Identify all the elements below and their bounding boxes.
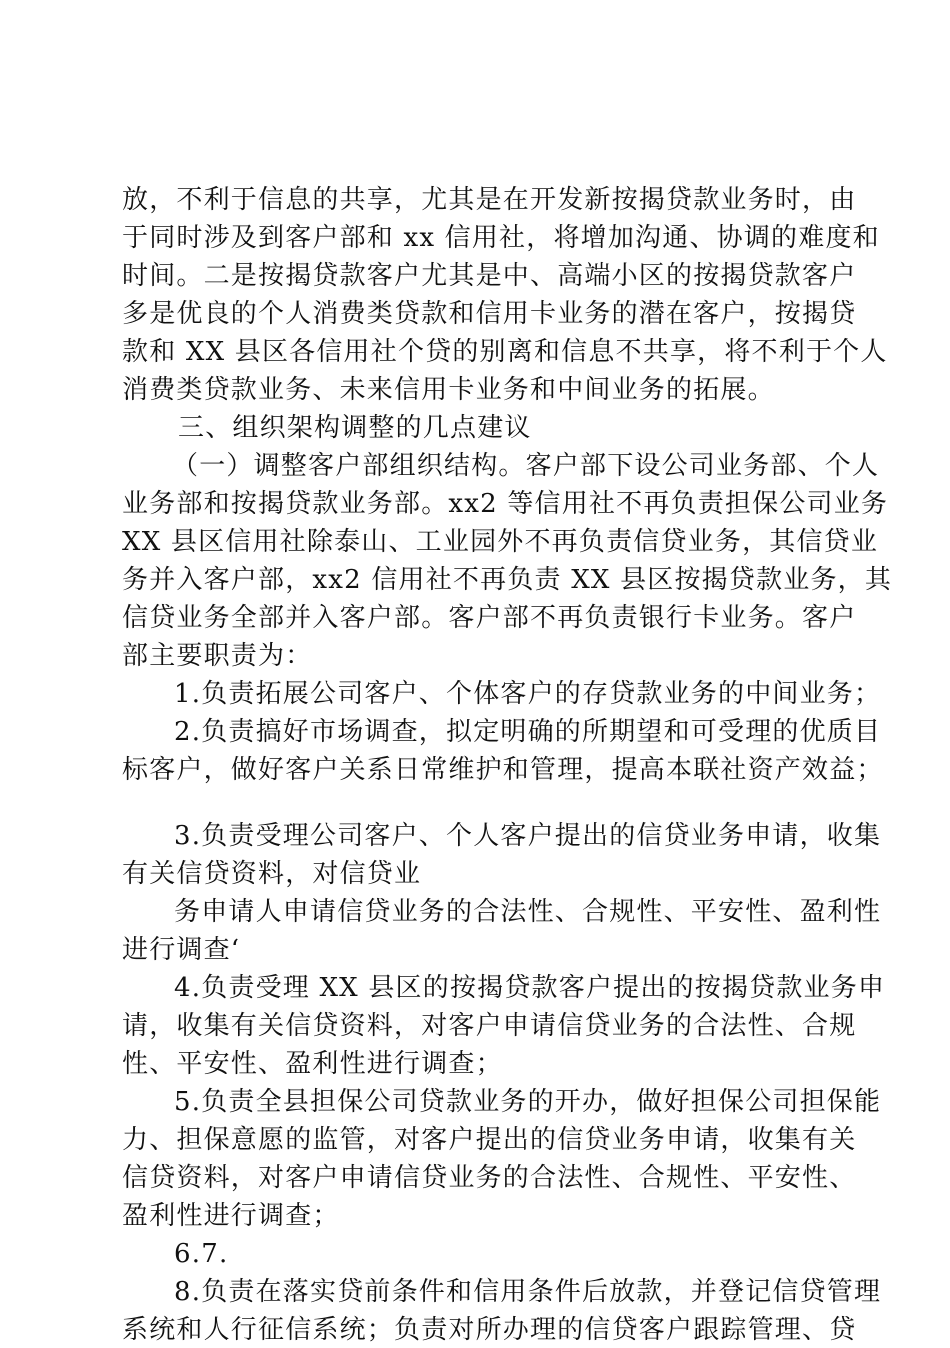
paragraph-line: 务并入客户部，xx2 信用社不再负责 XX 县区按揭贷款业务，其 — [122, 565, 893, 595]
paragraph-line: 信贷资料，对客户申请信贷业务的合法性、合规性、平安性、 — [122, 1163, 857, 1193]
paragraph-line: 于同时涉及到客户部和 xx 信用社，将增加沟通、协调的难度和 — [122, 223, 880, 253]
paragraph-line: 消费类贷款业务、未来信用卡业务和中间业务的拓展。 — [122, 375, 775, 405]
list-item: 5.负责全县担保公司贷款业务的开办，做好担保公司担保能 — [174, 1087, 882, 1117]
paragraph-line: 务申请人申请信贷业务的合法性、合规性、平安性、盈利性 — [174, 897, 882, 927]
paragraph-line: 多是优良的个人消费类贷款和信用卡业务的潜在客户，按揭贷 — [122, 299, 857, 329]
list-item: 1.负责拓展公司客户、个体客户的存贷款业务的中间业务； — [174, 679, 882, 709]
list-item: 2.负责搞好市场调查，拟定明确的所期望和可受理的优质目 — [174, 717, 882, 747]
list-item: 6.7. — [174, 1239, 229, 1269]
paragraph-line: XX 县区信用社除泰山、工业园外不再负责信贷业务，其信贷业 — [122, 527, 879, 557]
paragraph-line: 有关信贷资料，对信贷业 — [122, 859, 422, 889]
list-item: 8.负责在落实贷前条件和信用条件后放款，并登记信贷管理 — [174, 1277, 882, 1307]
paragraph-line: 款和 XX 县区各信用社个贷的别离和信息不共享，将不利于个人 — [122, 337, 888, 367]
paragraph-line: 信贷业务全部并入客户部。客户部不再负责银行卡业务。客户 — [122, 603, 857, 633]
paragraph-line: 请，收集有关信贷资料，对客户申请信贷业务的合法性、合规 — [122, 1011, 857, 1041]
paragraph-line: 标客户，做好客户关系日常维护和管理，提高本联社资产效益； — [122, 755, 884, 785]
section-heading: 三、组织架构调整的几点建议 — [178, 413, 532, 443]
paragraph-line: （一）调整客户部组织结构。客户部下设公司业务部、个人 — [172, 451, 880, 481]
paragraph-line: 业务部和按揭贷款业务部。xx2 等信用社不再负责担保公司业务 — [122, 489, 889, 519]
list-item: 4.负责受理 XX 县区的按揭贷款客户提出的按揭贷款业务申 — [174, 973, 886, 1003]
paragraph-line: 时间。二是按揭贷款客户尤其是中、高端小区的按揭贷款客户 — [122, 261, 857, 291]
paragraph-line: 放，不利于信息的共享，尤其是在开发新按揭贷款业务时，由 — [122, 185, 857, 215]
paragraph-line: 系统和人行征信系统；负责对所办理的信贷客户跟踪管理、贷 — [122, 1315, 857, 1345]
paragraph-line: 力、担保意愿的监管，对客户提出的信贷业务申请，收集有关 — [122, 1125, 857, 1155]
paragraph-line: 盈利性进行调查； — [122, 1201, 340, 1231]
paragraph-line: 进行调查‘ — [122, 935, 241, 965]
list-item: 3.负责受理公司客户、个人客户提出的信贷业务申请，收集 — [174, 821, 882, 851]
paragraph-line: 性、平安性、盈利性进行调查； — [122, 1049, 503, 1079]
paragraph-line: 部主要职责为： — [122, 641, 313, 671]
